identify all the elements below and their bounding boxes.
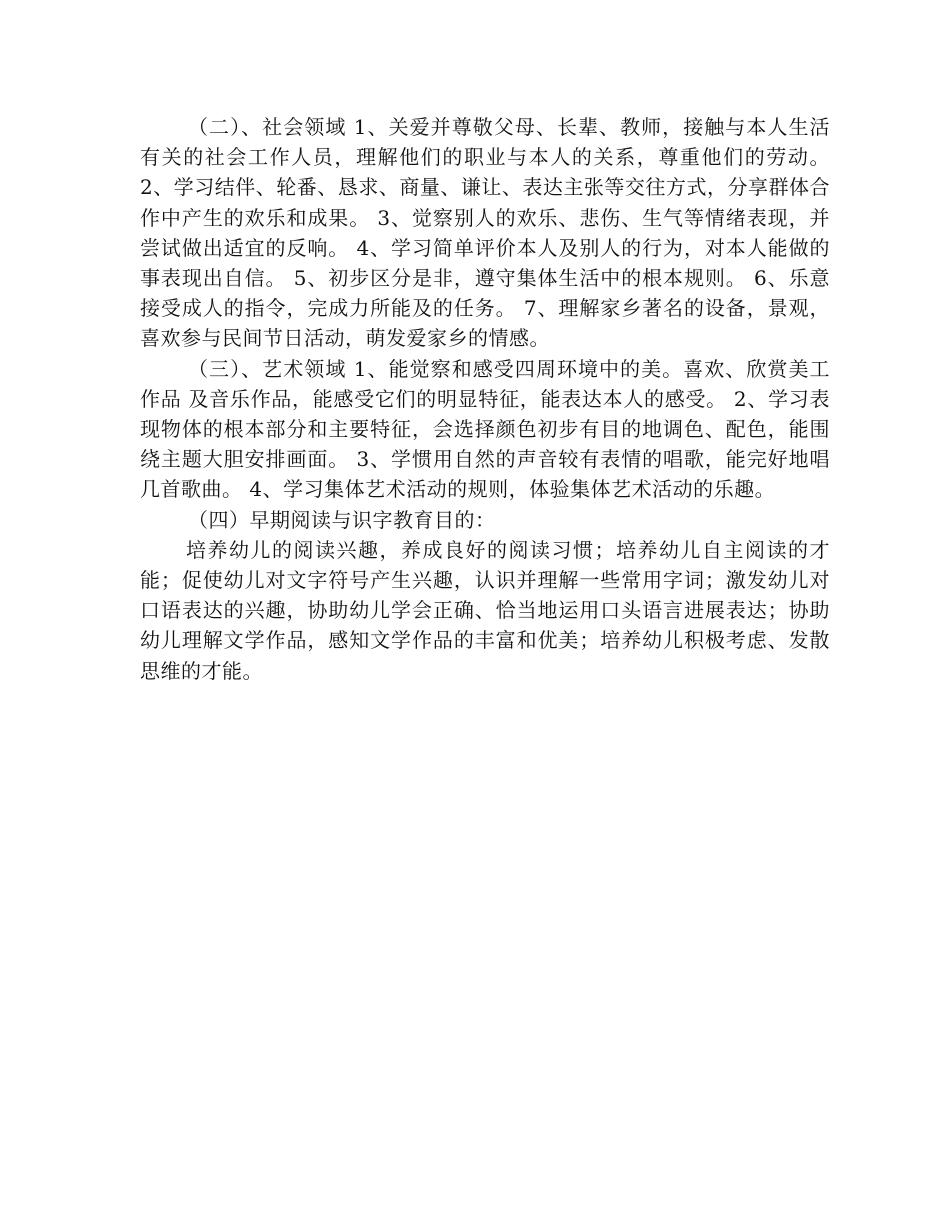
document-body [140,112,830,686]
paragraph-art-domain: （三）、艺术领域 1、能觉察和感受四周环境中的美。喜欢、欣赏美工作品 及音乐作品，能感受它们的明显特征，能表达本人的感受。 2、学习表现物体的根本部分和主要特征，会选择颜色初步有目的地调色、配色，能围绕主题大胆安排画面。 3、学惯用自然的声音较有表情的唱歌，能完好地唱几首歌曲。 4、学习集体艺术活动的规则，体验集体艺术活动的乐趣。 [140,356,830,502]
paragraph-early-reading-goals: 培养幼儿的阅读兴趣，养成良好的阅读习惯；培养幼儿自主阅读的才能；促使幼儿对文字符号产生兴趣，认识并理解一些常用字词；激发幼儿对口语表达的兴趣，协助幼儿学会正确、恰当地运用口头语言进展表达；协助幼儿理解文学作品，感知文学作品的丰富和优美；培养幼儿积极考虑、发散思维的才能。 [140,537,830,683]
heading-early-reading: （四）早期阅读与识字教育目的： [188,507,496,532]
paragraph-social-domain: （二）、社会领域 1、关爱并尊敬父母、长辈、教师，接触与本人生活有关的社会工作人员，理解他们的职业与本人的关系，尊重他们的劳动。 2、学习结伴、轮番、恳求、商量、谦让、表达主张等交往方式，分享群体合作中产生的欢乐和成果。 3、觉察别人的欢乐、悲伤、生气等情绪表现，并尝试做出适宜的反响。 4、学习简单评价本人及别人的行为，对本人能做的事表现出自信。 5、初步区分是非，遵守集体生活中的根本规则。 6、乐意接受成人的指令，完成力所能及的任务。 7、理解家乡著名的设备，景观，喜欢参与民间节日活动，萌发爱家乡的情感。 [140,115,830,351]
